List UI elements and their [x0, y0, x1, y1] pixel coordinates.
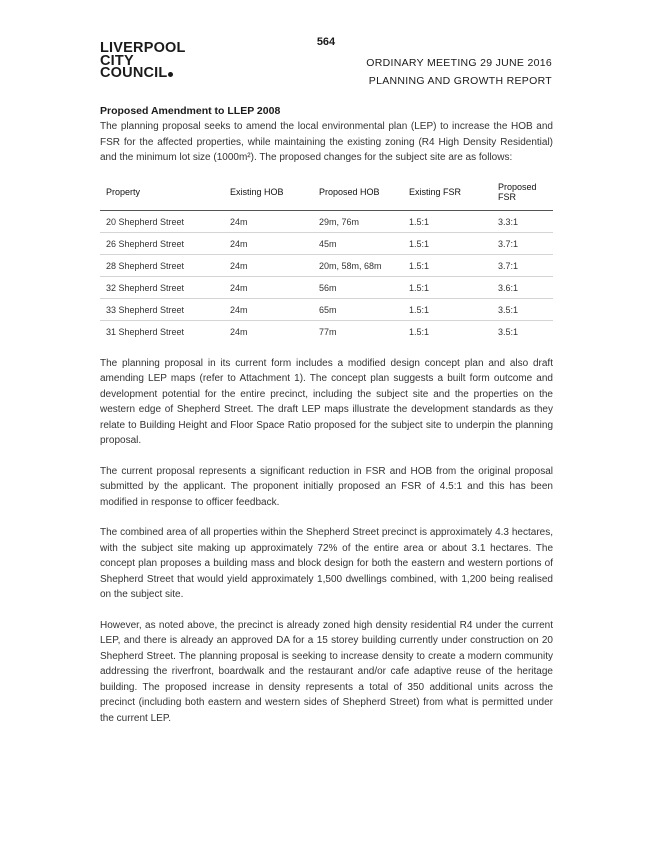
cell-existing-hob: 24m [224, 232, 313, 254]
cell-existing-hob: 24m [224, 210, 313, 232]
cell-proposed-fsr: 3.7:1 [492, 254, 553, 276]
cell-proposed-hob: 77m [319, 326, 337, 337]
paragraph-density: However, as noted above, the precinct is already zoned high density residential R4 under the current LEP, and there is already an approved DA for a 15 storey building currently under construction on 20 Shepherd Street. The planning proposal is seeking to increase density to create a modern community addressing the riverfront, boardwalk and the restaurant and/or cafe adaptive reuse of the heritage building. The proposed increase in density represents a total of 350 additional units across the precinct (including both eastern and western sides of Shepherd Street) from what is permitted under the current LEP. [100, 619, 553, 724]
council-logo [100, 42, 186, 80]
table-row [100, 276, 553, 298]
cell-existing-fsr: 1.5:1 [403, 276, 492, 298]
cell-existing-fsr: 1.5:1 [409, 326, 430, 337]
cell-existing-fsr: 1.5:1 [403, 232, 492, 254]
cell-proposed-fsr: 3.6:1 [492, 276, 553, 298]
logo-dot-icon [168, 72, 173, 77]
cell-existing-hob: 24m [224, 254, 313, 276]
cell-existing-hob: 24m [230, 326, 248, 337]
cell-proposed-fsr: 3.7:1 [492, 232, 553, 254]
meeting-title: ORDINARY MEETING 29 JUNE 2016 [366, 57, 552, 69]
cell-proposed-fsr: 3.5:1 [492, 298, 553, 320]
meeting-header [366, 54, 552, 90]
cell-proposed-hob: 20m, 58m, 68m [313, 254, 403, 276]
paragraph-concept-plan: The planning proposal in its current form includes a modified design concept plan and also draft amending LEP maps (refer to Attachment 1). The concept plan suggests a built form outcome and development potential for the entire precinct, including the subject site and the properties on the western edge of Shepherd Street. The draft LEP maps illustrate the development standards as they relate to Building Height and Floor Space Ratio proposed for the subject site to underpin the planning proposal. [100, 357, 553, 446]
cell-proposed-fsr: 3.5:1 [498, 326, 519, 337]
cell-property: 26 Shepherd Street [100, 232, 224, 254]
cell-proposed-hob: 29m, 76m [313, 210, 403, 232]
cell-proposed-hob: 56m [313, 276, 403, 298]
cell-proposed-hob: 65m [313, 298, 403, 320]
cell-existing-fsr: 1.5:1 [403, 298, 492, 320]
table-row [100, 232, 553, 254]
cell-property: 28 Shepherd Street [100, 254, 224, 276]
col-header-property: Property [100, 182, 224, 211]
col-header-proposed-fsr: Proposed FSR [492, 182, 553, 211]
logo-line-2: CITY [100, 52, 134, 69]
cell-existing-fsr: 1.5:1 [403, 210, 492, 232]
intro-paragraph: The planning proposal seeks to amend the local environmental plan (LEP) to increase the HOB and FSR for the affected properties, while maintaining the existing zoning (R4 High Density Residential) and the minimum lot size (1000m²). The proposed changes for the subject site are as follows: [100, 121, 553, 163]
cell-existing-hob: 24m [224, 298, 313, 320]
col-header-existing-hob: Existing HOB [224, 182, 313, 211]
logo-line-1: LIVERPOOL [100, 40, 186, 56]
report-title: PLANNING AND GROWTH REPORT [368, 75, 552, 87]
logo-line-3: COUNCIL [100, 65, 168, 81]
cell-property: 32 Shepherd Street [100, 276, 224, 298]
table-row [100, 320, 553, 342]
property-table [100, 182, 553, 342]
table-header-row [100, 182, 553, 211]
section-heading: Proposed Amendment to LLEP 2008 [100, 105, 281, 117]
report-body [100, 105, 553, 726]
cell-proposed-hob: 45m [313, 232, 403, 254]
table-row [100, 254, 553, 276]
cell-property: 31 Shepherd Street [106, 326, 185, 337]
table-row [100, 298, 553, 320]
cell-existing-fsr: 1.5:1 [403, 254, 492, 276]
cell-property: 20 Shepherd Street [100, 210, 224, 232]
cell-property: 33 Shepherd Street [100, 298, 224, 320]
cell-proposed-fsr: 3.3:1 [492, 210, 553, 232]
paragraph-combined-area: The combined area of all properties within the Shepherd Street precinct is approximately 4.3 hectares, with the subject site making up approximately 72% of the entire area or about 3.1 hectares. The concept plan proposes a building mass and block design for both the eastern and western portions of Shepherd Street that would yield approximately 1,500 dwellings combined, with 1,200 being realised on the subject site. [100, 527, 553, 600]
paragraph-reduction: The current proposal represents a significant reduction in FSR and HOB from the original proposal submitted by the applicant. The proponent initially proposed an FSR of 4.5:1 and this has been modified in response to officer feedback. [100, 465, 553, 508]
table-row [100, 210, 553, 232]
col-header-existing-fsr: Existing FSR [403, 182, 492, 211]
page-number: 564 [316, 36, 336, 48]
cell-existing-hob: 24m [224, 276, 313, 298]
col-header-proposed-hob: Proposed HOB [313, 182, 403, 211]
